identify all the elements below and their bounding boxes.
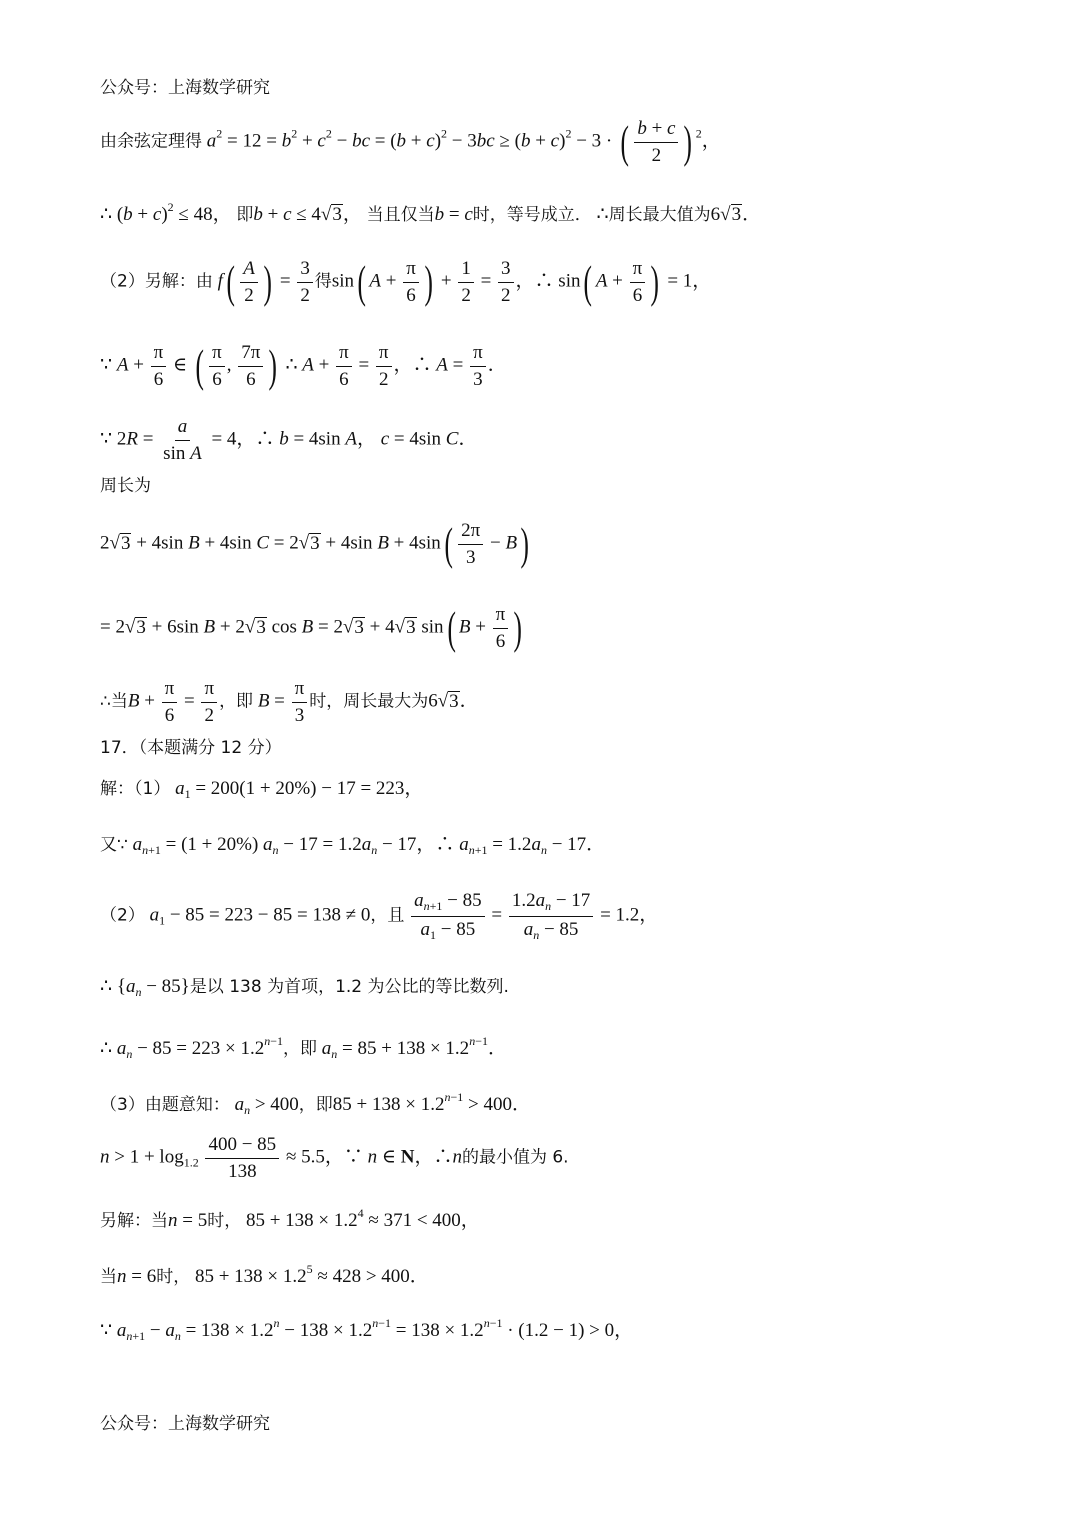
- formula-perimeter-1: 2√3 + 4sin B + 4sin C = 2√3 + 4sin B + 4sin( $\frac{2\pi}{3}$ − B): [100, 517, 529, 569]
- text-yuxian: 由余弦定理得: [100, 131, 202, 152]
- text-p2: （2）: [100, 905, 145, 926]
- formula-monotonic: ∵ $a_{n+1} - a_n = 138 \times 1.2^n - 138 \times 1.2^{n-1} = 138 \times 1.2^{n-1} \cdot (1.2 - 1) > 0$，: [100, 1316, 634, 1343]
- formula-part2-alt: （2）另解：由 f( $\frac{A}{2}$ ) = $\frac{3}{2}$ 得sin( A + $\frac{\pi}{6}$ ) + $\frac{1}{2}$ = $\frac{3}{2}$ ，∴ sin( A + $\frac{\pi}{6}$ ) = 1，: [100, 255, 712, 307]
- formula-geometric: ∴ $\{a_n - 85\}$是以 138 为首项，1.2 为公比的等比数列.: [100, 976, 509, 999]
- text-dangqie: 当且仅当: [366, 205, 435, 225]
- text-shi-2: 时，: [156, 1267, 191, 1287]
- formula-log: $n > 1 + \log_{1.2}$ $\frac{400 - 85}{138}$ ≈ 5.5，∵ n ∈ N，∴n的最小值为 6.: [100, 1134, 569, 1182]
- formula-alt-n5: 另解：当n = 5时， $85 + 138 \times 1.2^4 \approx 371 < 400$，: [100, 1206, 480, 1231]
- formula-part3: （3）由题意知： $a_n > 400$，即$85 + 138 \times 1.2^{n-1} > 400$．: [100, 1090, 531, 1117]
- text-n-min: 的最小值为 6.: [461, 1147, 569, 1168]
- formula-recurrence: 又∵ $a_{n+1} = (1 + 20\%) a_n - 17 = 1.2a_n - 17$，∴ $a_{n+1} = 1.2a_n - 17$．: [100, 834, 606, 857]
- formula-general-term: ∴ $a_n - 85 = 223 \times 1.2^{n-1}$，即 $a_n = 85 + 138 \times 1.2^{n-1}$．: [100, 1034, 507, 1061]
- text-ji-comma: ，即: [219, 691, 254, 712]
- formula-angle-a: ∵ A + $\frac{\pi}{6}$ ∈ ( $\frac{\pi}{6}$ , $\frac{7\pi}{6}$ ) ∴ A + $\frac{\pi}{6}$ = $\frac{\pi}{2}$ ，∴ A = $\frac{\pi}{3}$ ．: [100, 339, 507, 391]
- formula-max-perimeter: ∴ $(b + c)^2 \le 48$， 即b + c ≤ 4√3， 当且仅当b = c时，等号成立． ∴周长最大值为6√3．: [100, 200, 762, 225]
- page-footer: 公众号：上海数学研究: [100, 1414, 270, 1434]
- text-ji-2: ，即: [283, 1039, 318, 1059]
- text-shi: 时，: [207, 1211, 242, 1231]
- text-shi-deng: 时，等号成立．: [472, 205, 592, 225]
- text-de: 得: [314, 271, 332, 292]
- text-shi-zhouchang: 时，周长最大为: [309, 691, 429, 712]
- formula-conclusion: ∴当B + $\frac{\pi}{6}$ = $\frac{\pi}{2}$ ，即 B = $\frac{\pi}{3}$ 时，周长最大为6√3．: [100, 678, 479, 726]
- text-zhouchang-wei: 周长为: [100, 476, 151, 496]
- formula-sine-law: ∵ 2R = $\frac{a}{\text{sin A}}$ = 4，∴ b = 4sin A， c = 4sin C．: [100, 416, 478, 464]
- text-p3: （3）由题意知：: [100, 1095, 230, 1115]
- page-header: 公众号：上海数学研究: [100, 78, 270, 98]
- formula-alt-n6: 当n = 6时， $85 + 138 \times 1.2^5 \approx 428 > 400$．: [100, 1262, 429, 1287]
- text-alt: 另解：当: [100, 1211, 168, 1231]
- formula-ratio: （2） $a_1 - 85 = 223 - 85 = 138 \ne 0$，且 $\frac{a_{n+1} - 85}{a_1 - 85}$ = $\frac{1.2a_n - 17}{a_n - 85}$ = 1.2，: [100, 890, 659, 942]
- text-qie: ，且: [370, 905, 405, 926]
- formula-a1: 解：（1） $a_1 = 200(1 + 20\%) - 17 = 223$，: [100, 778, 424, 801]
- text-jie1: 解：（1）: [100, 779, 171, 799]
- text-zhouchang-max: 周长最大值为: [608, 205, 711, 225]
- text-you: 又∵: [100, 835, 128, 855]
- text-dang: ∴当: [100, 691, 128, 712]
- formula-perimeter-2: = 2√3 + 6sin B + 2√3 cos B = 2√3 + 4√3 sin( B + $\frac{\pi}{6}$ ): [100, 601, 523, 653]
- question-17-title: 17．（本题满分 12 分）: [100, 738, 282, 758]
- formula-law-of-cosines: 由余弦定理得 $a^2 = 12 = b^2 + c^2$ − bc = $(b + c)^2 - 3bc \ge (b + c)^2 - 3$ · ( $\frac{b + c}{2}$ ) $^2$，: [100, 115, 721, 167]
- text-ji: 即: [236, 205, 254, 225]
- text-ji-3: ，即: [298, 1095, 333, 1115]
- text-dangn: 当: [100, 1267, 117, 1287]
- text-part2-alt: （2）另解：由: [100, 271, 213, 292]
- text-shiyi: 是以 138 为首项，1.2 为公比的等比数列.: [189, 977, 509, 997]
